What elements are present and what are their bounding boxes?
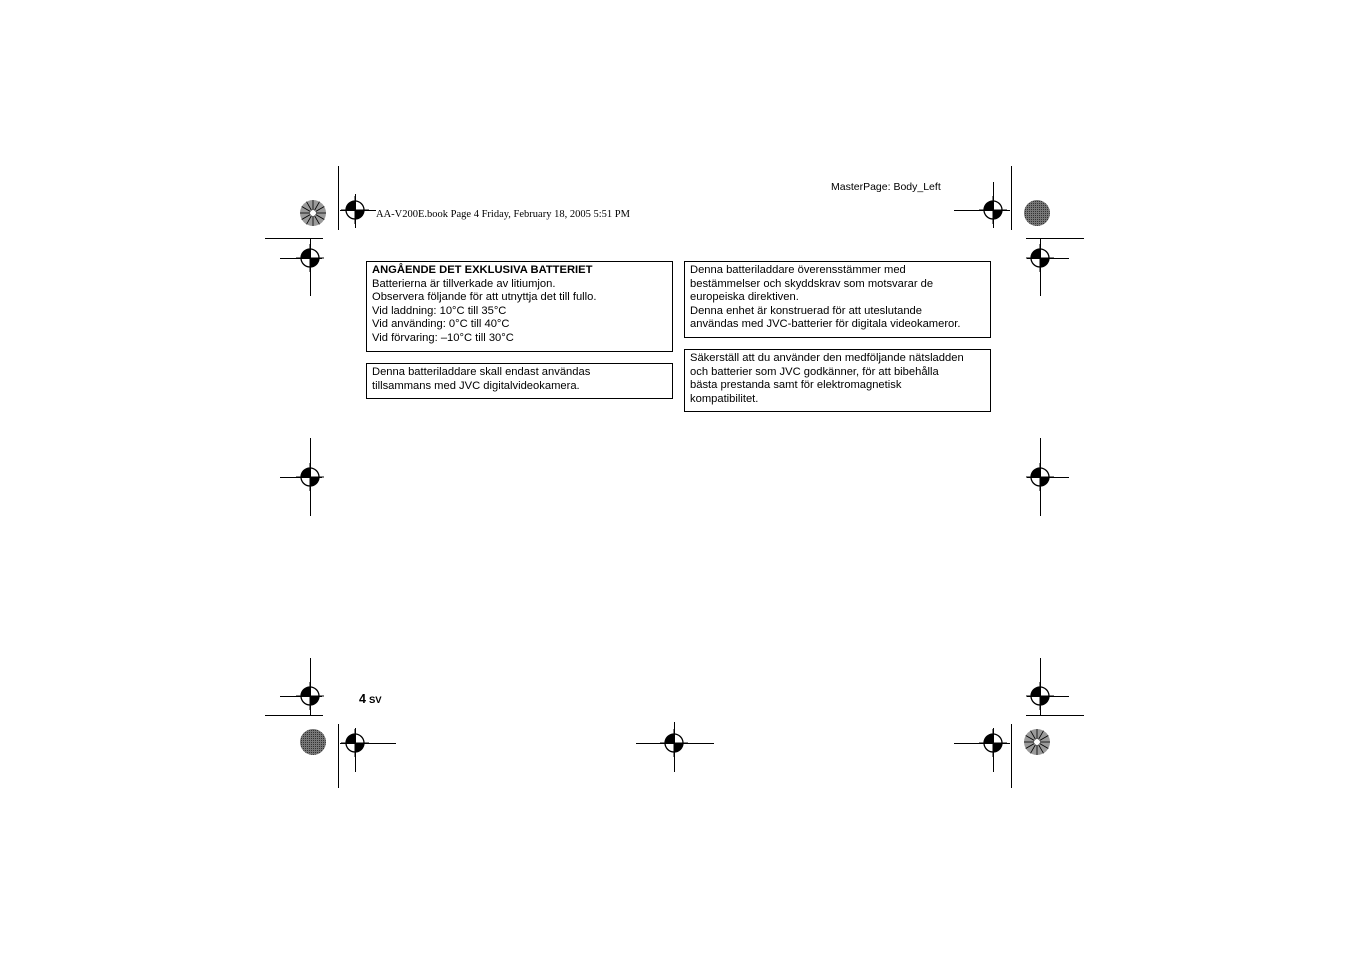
registration-mark-icon bbox=[1025, 243, 1055, 273]
power-cord-notice-box bbox=[684, 349, 991, 412]
compliance-notice-line: användas med JVC-batterier för digitala videokameror. bbox=[690, 318, 961, 331]
usage-notice-box bbox=[366, 363, 673, 399]
compliance-notice-line: Denna batteriladdare överensstämmer med bbox=[690, 264, 906, 276]
starburst-disc-icon bbox=[1023, 728, 1051, 756]
usage-notice-line: tillsammans med JVC digitalvideokamera. bbox=[372, 379, 580, 392]
battery-notice-line: Batterierna är tillverkade av litiumjon. bbox=[372, 277, 556, 290]
compliance-notice-line: bestämmelser och skyddskrav som motsvarar de bbox=[690, 277, 934, 290]
registration-mark-icon bbox=[978, 195, 1008, 225]
crop-mark-line bbox=[265, 238, 323, 239]
compliance-notice-line: europeiska direktiven. bbox=[690, 291, 799, 304]
battery-notice-title: ANGÅENDE DET EXKLUSIVA BATTERIET bbox=[372, 264, 593, 276]
crop-mark-line bbox=[338, 166, 339, 230]
battery-notice-box bbox=[366, 261, 673, 352]
battery-notice-line: Observera följande för att utnyttja det till fullo. bbox=[372, 291, 597, 304]
registration-mark-icon bbox=[659, 728, 689, 758]
registration-mark-icon bbox=[340, 195, 370, 225]
registration-mark-icon bbox=[1025, 462, 1055, 492]
registration-mark-icon bbox=[978, 728, 1008, 758]
master-page-label: MasterPage: Body_Left bbox=[831, 181, 941, 193]
page-number-value: 4 bbox=[359, 692, 366, 706]
power-cord-notice-line: och batterier som JVC godkänner, för att bibehålla bbox=[690, 365, 939, 378]
compliance-notice-box bbox=[684, 261, 991, 338]
crop-mark-line bbox=[1011, 166, 1012, 230]
registration-mark-icon bbox=[295, 462, 325, 492]
crop-mark-line bbox=[1011, 724, 1012, 788]
crop-mark-line bbox=[1026, 238, 1084, 239]
battery-notice-line: Vid förvaring: –10°C till 30°C bbox=[372, 331, 514, 344]
power-cord-notice-line: bästa prestanda samt för elektromagnetisk bbox=[690, 379, 902, 392]
power-cord-notice-line: kompatibilitet. bbox=[690, 392, 759, 405]
registration-mark-icon bbox=[1025, 681, 1055, 711]
registration-mark-icon bbox=[295, 243, 325, 273]
page-number bbox=[359, 690, 382, 708]
battery-notice-line: Vid laddning: 10°C till 35°C bbox=[372, 304, 507, 317]
usage-notice-line: Denna batteriladdare skall endast användas bbox=[372, 366, 591, 378]
halftone-disc-icon bbox=[1023, 199, 1051, 227]
book-info-header: AA-V200E.book Page 4 Friday, February 18, 2005 5:51 PM bbox=[376, 209, 630, 220]
crop-mark-line bbox=[1026, 715, 1084, 716]
power-cord-notice-line: Säkerställ att du använder den medföljande nätsladden bbox=[690, 352, 964, 364]
compliance-notice-line: Denna enhet är konstruerad för att uteslutande bbox=[690, 304, 922, 317]
registration-mark-icon bbox=[295, 681, 325, 711]
crop-mark-line bbox=[338, 724, 339, 788]
starburst-disc-icon bbox=[299, 199, 327, 227]
page-language-code: SV bbox=[368, 695, 382, 706]
halftone-disc-icon bbox=[299, 728, 327, 756]
battery-notice-line: Vid använding: 0°C till 40°C bbox=[372, 318, 510, 331]
crop-mark-line bbox=[265, 715, 323, 716]
registration-mark-icon bbox=[340, 728, 370, 758]
